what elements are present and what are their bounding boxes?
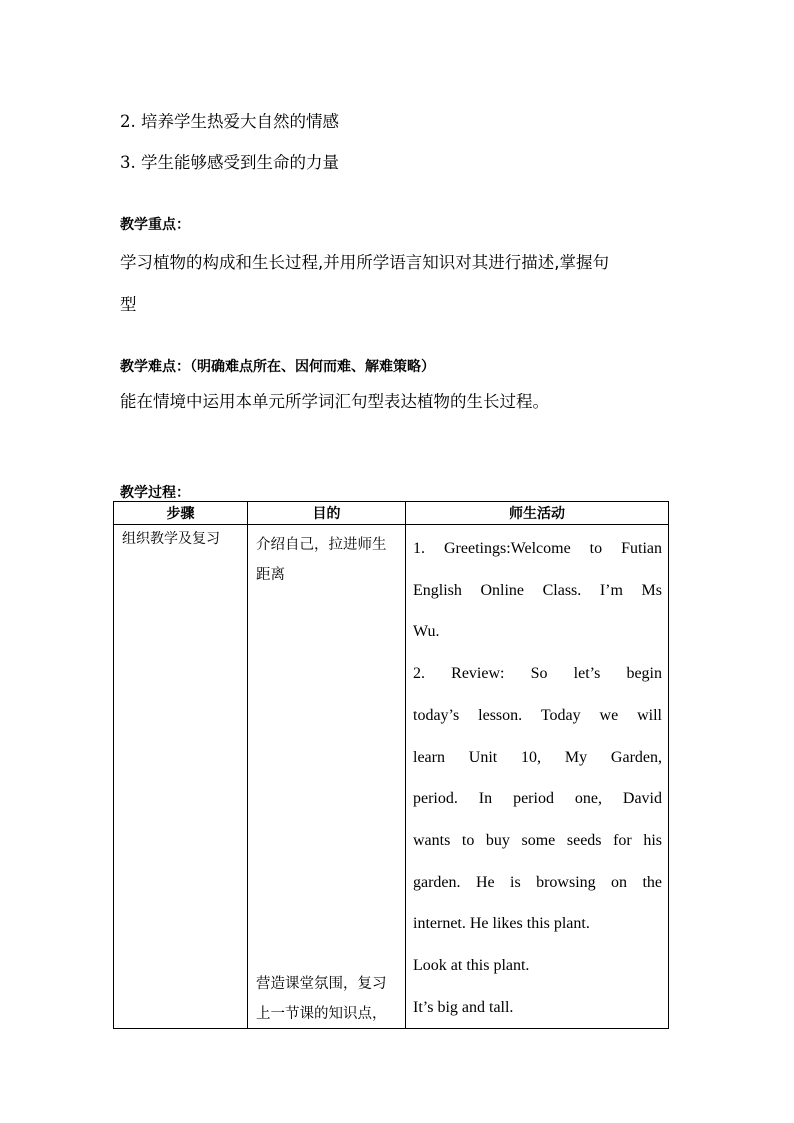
purpose-cell [248, 525, 406, 1029]
objective-3 [120, 149, 339, 173]
activity-line: 1. Greetings:Welcome to Futian [413, 540, 662, 557]
activity-line: 2. Review: So let’s begin [413, 665, 662, 683]
focus-text-line-1: 学习植物的构成和生长过程,并用所学语言知识对其进行描述,掌握句 [120, 253, 609, 272]
process-heading: 教学过程： [120, 485, 190, 501]
activity-line: garden. He is browsing on the [413, 873, 662, 891]
activity-line: today’s lesson. Today we will [413, 706, 662, 724]
purpose-text-1: 介绍自己，拉进师生距离 [256, 537, 387, 583]
activity-line: internet. He likes this plant. [413, 915, 590, 933]
activity-line: Wu. [413, 623, 440, 641]
difficulty-text: 能在情境中运用本单元所学词汇句型表达植物的生长过程。 [120, 392, 549, 411]
process-table [113, 501, 669, 1029]
difficulty-heading: 教学难点：（明确难点所在、因何而难、解难策略） [120, 359, 435, 375]
activity-line: period. In period one, David [413, 790, 662, 808]
focus-heading: 教学重点： [120, 217, 190, 233]
objective-2-number: 2. [120, 112, 136, 131]
activity-line: Look at this plant. [413, 957, 530, 975]
step-cell [114, 525, 248, 1029]
step-label: 组织教学及复习 [122, 531, 220, 547]
header-activity: 师生活动 [406, 502, 669, 525]
activity-line: wants to buy some seeds for his [413, 831, 662, 849]
purpose-text-2: 营造课堂氛围，复习上一节课的知识点， [256, 976, 387, 1022]
table-header-row [114, 502, 669, 525]
focus-text-line-2: 型 [120, 295, 137, 314]
objective-2-text: 培养学生热爱大自然的情感 [141, 112, 339, 131]
activity-cell [406, 525, 669, 1029]
activity-line: It’s big and tall. [413, 998, 514, 1016]
objective-3-number: 3. [120, 153, 136, 172]
table-row [114, 525, 669, 1029]
objective-2 [120, 108, 339, 132]
header-step: 步骤 [114, 502, 248, 525]
activity-line: English Online Class. I’m Ms [413, 581, 662, 599]
activity-text [413, 528, 662, 1028]
header-purpose: 目的 [248, 502, 406, 525]
activity-line: learn Unit 10, My Garden, [413, 748, 662, 766]
objective-3-text: 学生能够感受到生命的力量 [141, 153, 339, 172]
